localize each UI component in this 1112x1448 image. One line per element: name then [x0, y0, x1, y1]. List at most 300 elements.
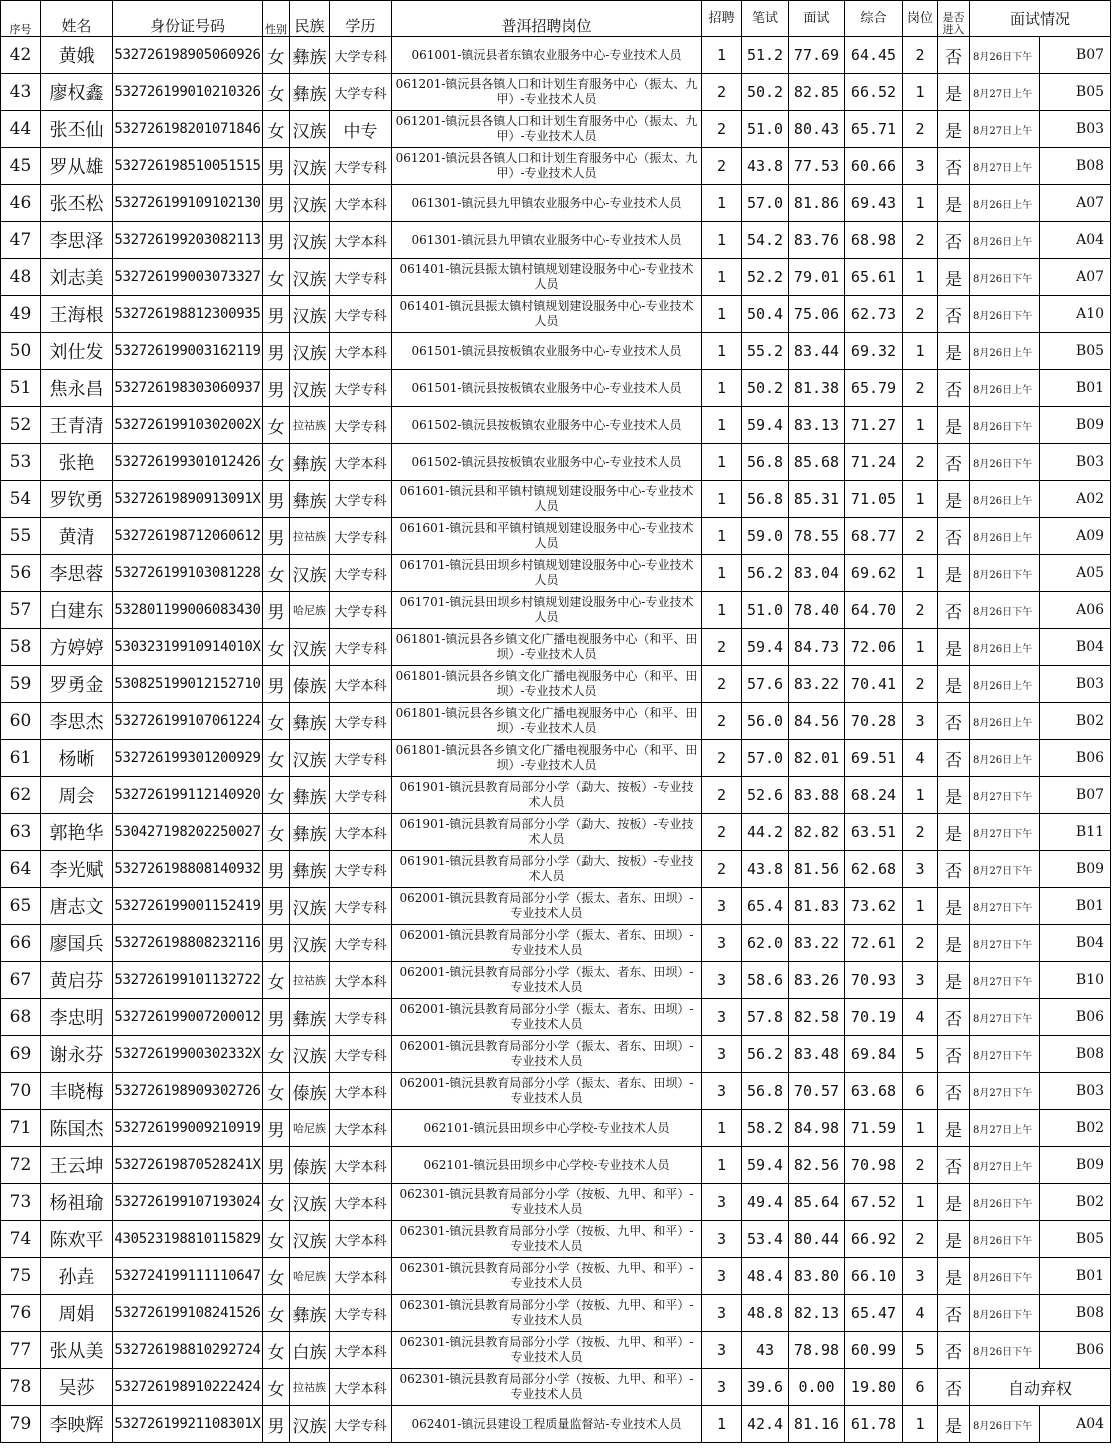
candidate-name: 张丕仙	[41, 111, 113, 148]
enter-flag: 否	[938, 1036, 970, 1073]
quota: 3	[702, 999, 742, 1036]
rank: 2	[903, 925, 938, 962]
id-number: 532726199108241526	[113, 1295, 263, 1332]
enter-flag: 是	[938, 1184, 970, 1221]
written-score: 65.4	[742, 888, 789, 925]
sex: 女	[263, 814, 290, 851]
written-score: 50.4	[742, 296, 789, 333]
id-number: 53272619910302002X	[113, 407, 263, 444]
position: 061901-镇沅县教育局部分小学（勐大、按板）-专业技术人员	[392, 814, 702, 851]
sex: 男	[263, 481, 290, 518]
position: 062101-镇沅县田坝乡中心学校-专业技术人员	[392, 1147, 702, 1184]
ethnicity: 彝族	[290, 814, 330, 851]
id-number: 53272619921108301X	[113, 1406, 263, 1443]
quota: 1	[702, 444, 742, 481]
total-score: 72.06	[845, 629, 903, 666]
interview-score: 83.04	[789, 555, 845, 592]
ethnicity: 汉族	[290, 370, 330, 407]
quota: 1	[702, 592, 742, 629]
position: 062301-镇沅县教育局部分小学（按板、九甲、和平）-专业技术人员	[392, 1369, 702, 1406]
position: 061601-镇沅县和平镇村镇规划建设服务中心-专业技术人员	[392, 518, 702, 555]
rank: 1	[903, 333, 938, 370]
interview-date: 8月27日上午	[970, 1110, 1040, 1147]
interview-room: A05	[1040, 555, 1111, 592]
rank: 6	[903, 1369, 938, 1406]
enter-flag: 否	[938, 1073, 970, 1110]
candidate-name: 谢永芬	[41, 1036, 113, 1073]
table-row	[1, 148, 1111, 185]
interview-room: A02	[1040, 481, 1111, 518]
candidate-name: 刘仕发	[41, 333, 113, 370]
position: 062301-镇沅县教育局部分小学（按板、九甲、和平）-专业技术人员	[392, 1332, 702, 1369]
interview-date: 8月26日上午	[970, 185, 1040, 222]
interview-date: 8月27日下午	[970, 1036, 1040, 1073]
row-no: 53	[1, 444, 41, 481]
ethnicity: 汉族	[290, 148, 330, 185]
candidate-name: 黄清	[41, 518, 113, 555]
total-score: 60.99	[845, 1332, 903, 1369]
candidate-name: 黄娥	[41, 37, 113, 74]
enter-flag: 是	[938, 333, 970, 370]
interview-score: 70.57	[789, 1073, 845, 1110]
written-score: 58.6	[742, 962, 789, 999]
written-score: 43	[742, 1332, 789, 1369]
interview-score: 81.38	[789, 370, 845, 407]
ethnicity: 汉族	[290, 185, 330, 222]
interview-room: B06	[1040, 999, 1111, 1036]
written-score: 54.2	[742, 222, 789, 259]
rank: 2	[903, 37, 938, 74]
sex: 男	[263, 999, 290, 1036]
candidate-name: 丰晓梅	[41, 1073, 113, 1110]
candidate-name: 李思泽	[41, 222, 113, 259]
total-score: 70.19	[845, 999, 903, 1036]
interview-room: A06	[1040, 592, 1111, 629]
education: 大学专科	[330, 407, 392, 444]
table-row	[1, 37, 1111, 74]
position: 061201-镇沅县各镇人口和计划生育服务中心（振太、九甲）-专业技术人员	[392, 74, 702, 111]
ethnicity: 拉祜族	[290, 407, 330, 444]
table-row	[1, 1184, 1111, 1221]
row-no: 45	[1, 148, 41, 185]
enter-flag: 是	[938, 888, 970, 925]
row-no: 56	[1, 555, 41, 592]
candidate-name: 张丕松	[41, 185, 113, 222]
sex: 女	[263, 1369, 290, 1406]
interview-date: 8月27日下午	[970, 1073, 1040, 1110]
education: 大学本科	[330, 333, 392, 370]
education: 大学专科	[330, 296, 392, 333]
total-score: 62.68	[845, 851, 903, 888]
candidate-name: 白建东	[41, 592, 113, 629]
interview-date: 8月26日下午	[970, 444, 1040, 481]
row-no: 49	[1, 296, 41, 333]
interview-score: 81.86	[789, 185, 845, 222]
quota: 3	[702, 1332, 742, 1369]
table-row	[1, 1221, 1111, 1258]
ethnicity: 汉族	[290, 1184, 330, 1221]
written-score: 42.4	[742, 1406, 789, 1443]
rank: 1	[903, 185, 938, 222]
sex: 女	[263, 74, 290, 111]
table-row	[1, 999, 1111, 1036]
interview-score: 83.80	[789, 1258, 845, 1295]
id-number: 532726198510051515	[113, 148, 263, 185]
header-total: 综合	[845, 1, 903, 37]
id-number: 532726199112140920	[113, 777, 263, 814]
total-score: 70.93	[845, 962, 903, 999]
sex: 男	[263, 148, 290, 185]
candidate-name: 周娟	[41, 1295, 113, 1332]
header-sex: 性别	[263, 1, 290, 37]
total-score: 65.71	[845, 111, 903, 148]
quota: 3	[702, 1073, 742, 1110]
education: 大学专科	[330, 259, 392, 296]
enter-flag: 否	[938, 370, 970, 407]
interview-date: 8月26日上午	[970, 740, 1040, 777]
interview-date: 8月26日下午	[970, 592, 1040, 629]
sex: 男	[263, 666, 290, 703]
interview-score: 82.58	[789, 999, 845, 1036]
position: 061401-镇沅县振太镇村镇规划建设服务中心-专业技术人员	[392, 296, 702, 333]
position: 061001-镇沅县者东镇农业服务中心-专业技术人员	[392, 37, 702, 74]
table-row	[1, 851, 1111, 888]
id-number: 532726199107061224	[113, 703, 263, 740]
row-no: 72	[1, 1147, 41, 1184]
interview-score: 83.22	[789, 666, 845, 703]
row-no: 51	[1, 370, 41, 407]
education: 大学本科	[330, 185, 392, 222]
rank: 1	[903, 74, 938, 111]
candidate-name: 刘志美	[41, 259, 113, 296]
id-number: 532726198808140932	[113, 851, 263, 888]
interview-room: B04	[1040, 925, 1111, 962]
position: 061601-镇沅县和平镇村镇规划建设服务中心-专业技术人员	[392, 481, 702, 518]
candidate-name: 周会	[41, 777, 113, 814]
enter-flag: 是	[938, 1221, 970, 1258]
enter-flag: 是	[938, 814, 970, 851]
rank: 1	[903, 259, 938, 296]
id-number: 532726199203082113	[113, 222, 263, 259]
table-row	[1, 222, 1111, 259]
education: 大学专科	[330, 74, 392, 111]
interview-date: 8月27日下午	[970, 814, 1040, 851]
candidate-name: 唐志文	[41, 888, 113, 925]
quota: 1	[702, 518, 742, 555]
id-number: 430523198810115829	[113, 1221, 263, 1258]
row-no: 65	[1, 888, 41, 925]
sex: 女	[263, 777, 290, 814]
ethnicity: 汉族	[290, 555, 330, 592]
rank: 3	[903, 851, 938, 888]
table-row	[1, 74, 1111, 111]
table-row	[1, 814, 1111, 851]
row-no: 61	[1, 740, 41, 777]
written-score: 43.8	[742, 851, 789, 888]
quota: 2	[702, 74, 742, 111]
quota: 2	[702, 703, 742, 740]
education: 大学本科	[330, 222, 392, 259]
ethnicity: 傣族	[290, 1073, 330, 1110]
rank: 2	[903, 518, 938, 555]
rank: 2	[903, 222, 938, 259]
rank: 1	[903, 1406, 938, 1443]
enter-flag: 否	[938, 999, 970, 1036]
interview-room: B03	[1040, 444, 1111, 481]
position: 062001-镇沅县教育局部分小学（振太、者东、田坝）-专业技术人员	[392, 1036, 702, 1073]
candidate-name: 王云坤	[41, 1147, 113, 1184]
rank: 3	[903, 962, 938, 999]
interview-room: B02	[1040, 1110, 1111, 1147]
position: 061801-镇沅县各乡镇文化广播电视服务中心（和平、田坝）-专业技术人员	[392, 666, 702, 703]
interview-score: 82.82	[789, 814, 845, 851]
ethnicity: 哈尼族	[290, 1110, 330, 1147]
sex: 女	[263, 1258, 290, 1295]
candidate-name: 张从美	[41, 1332, 113, 1369]
interview-score: 83.13	[789, 407, 845, 444]
candidate-name: 焦永昌	[41, 370, 113, 407]
interview-score: 78.98	[789, 1332, 845, 1369]
education: 大学专科	[330, 555, 392, 592]
id-number: 532726199001152419	[113, 888, 263, 925]
ethnicity: 彝族	[290, 1295, 330, 1332]
enter-flag: 否	[938, 1147, 970, 1184]
quota: 2	[702, 111, 742, 148]
enter-flag: 是	[938, 777, 970, 814]
total-score: 68.24	[845, 777, 903, 814]
total-score: 63.51	[845, 814, 903, 851]
interview-date: 8月26日下午	[970, 555, 1040, 592]
interview-date: 8月27日上午	[970, 111, 1040, 148]
quota: 2	[702, 851, 742, 888]
written-score: 51.0	[742, 592, 789, 629]
rank: 2	[903, 592, 938, 629]
education: 大学本科	[330, 1369, 392, 1406]
quota: 1	[702, 555, 742, 592]
candidate-name: 黄启芬	[41, 962, 113, 999]
quota: 3	[702, 962, 742, 999]
table-row	[1, 1406, 1111, 1443]
candidate-name: 李思杰	[41, 703, 113, 740]
row-no: 76	[1, 1295, 41, 1332]
sex: 女	[263, 259, 290, 296]
candidate-name: 李思蓉	[41, 555, 113, 592]
enter-flag: 是	[938, 111, 970, 148]
position: 061701-镇沅县田坝乡村镇规划建设服务中心-专业技术人员	[392, 555, 702, 592]
education: 大学本科	[330, 962, 392, 999]
position: 061801-镇沅县各乡镇文化广播电视服务中心（和平、田坝）-专业技术人员	[392, 629, 702, 666]
id-number: 53272619900302332X	[113, 1036, 263, 1073]
interview-room: B09	[1040, 1147, 1111, 1184]
row-no: 59	[1, 666, 41, 703]
id-number: 530825199012152710	[113, 666, 263, 703]
header-quota: 招聘	[702, 1, 742, 37]
position: 061801-镇沅县各乡镇文化广播电视服务中心（和平、田坝）-专业技术人员	[392, 740, 702, 777]
education: 大学本科	[330, 1147, 392, 1184]
ethnicity: 彝族	[290, 703, 330, 740]
rank: 1	[903, 1110, 938, 1147]
enter-flag: 否	[938, 148, 970, 185]
education: 大学专科	[330, 851, 392, 888]
interview-score: 77.69	[789, 37, 845, 74]
total-score: 66.52	[845, 74, 903, 111]
candidate-name: 李映辉	[41, 1406, 113, 1443]
table-row	[1, 333, 1111, 370]
quota: 1	[702, 1147, 742, 1184]
written-score: 50.2	[742, 370, 789, 407]
education: 大学本科	[330, 1332, 392, 1369]
enter-flag: 是	[938, 666, 970, 703]
enter-flag: 是	[938, 925, 970, 962]
interview-date: 8月26日下午	[970, 259, 1040, 296]
interview-date: 8月26日上午	[970, 333, 1040, 370]
id-number: 532801199006083430	[113, 592, 263, 629]
table-row	[1, 777, 1111, 814]
id-number: 532726198909302726	[113, 1073, 263, 1110]
header-rank: 岗位	[903, 1, 938, 37]
table-row	[1, 629, 1111, 666]
row-no: 50	[1, 333, 41, 370]
rank: 2	[903, 296, 938, 333]
quota: 2	[702, 629, 742, 666]
total-score: 69.51	[845, 740, 903, 777]
candidate-name: 杨祖瑜	[41, 1184, 113, 1221]
interview-score: 82.85	[789, 74, 845, 111]
total-score: 69.62	[845, 555, 903, 592]
quota: 3	[702, 925, 742, 962]
interview-score: 77.53	[789, 148, 845, 185]
total-score: 67.52	[845, 1184, 903, 1221]
table-row	[1, 1258, 1111, 1295]
candidate-name: 吴莎	[41, 1369, 113, 1406]
ethnicity: 拉祜族	[290, 1369, 330, 1406]
written-score: 55.2	[742, 333, 789, 370]
table-row	[1, 407, 1111, 444]
total-score: 69.43	[845, 185, 903, 222]
position: 062001-镇沅县教育局部分小学（振太、者东、田坝）-专业技术人员	[392, 962, 702, 999]
sex: 女	[263, 1295, 290, 1332]
total-score: 65.79	[845, 370, 903, 407]
rank: 2	[903, 444, 938, 481]
interview-room: B01	[1040, 1258, 1111, 1295]
id-number: 532726198910222424	[113, 1369, 263, 1406]
id-number: 53272619870528241X	[113, 1147, 263, 1184]
row-no: 63	[1, 814, 41, 851]
table-row	[1, 962, 1111, 999]
education: 大学本科	[330, 1221, 392, 1258]
written-score: 56.8	[742, 1073, 789, 1110]
interview-date: 8月27日上午	[970, 148, 1040, 185]
sex: 男	[263, 370, 290, 407]
interview-score: 84.73	[789, 629, 845, 666]
table-row	[1, 370, 1111, 407]
enter-flag: 是	[938, 1110, 970, 1147]
position: 061801-镇沅县各乡镇文化广播电视服务中心（和平、田坝）-专业技术人员	[392, 703, 702, 740]
interview-score: 82.01	[789, 740, 845, 777]
enter-flag: 否	[938, 518, 970, 555]
position: 061301-镇沅县九甲镇农业服务中心-专业技术人员	[392, 222, 702, 259]
total-score: 70.41	[845, 666, 903, 703]
candidate-name: 李光赋	[41, 851, 113, 888]
interview-date: 8月27日下午	[970, 777, 1040, 814]
table-row	[1, 555, 1111, 592]
interview-score: 82.56	[789, 1147, 845, 1184]
rank: 5	[903, 1332, 938, 1369]
enter-flag: 否	[938, 37, 970, 74]
sex: 女	[263, 111, 290, 148]
interview-room: B09	[1040, 407, 1111, 444]
position: 061502-镇沅县按板镇农业服务中心-专业技术人员	[392, 444, 702, 481]
id-number: 532726198812300935	[113, 296, 263, 333]
quota: 1	[702, 259, 742, 296]
table-row	[1, 518, 1111, 555]
total-score: 64.45	[845, 37, 903, 74]
id-number: 532726199010210326	[113, 74, 263, 111]
quota: 1	[702, 1110, 742, 1147]
ethnicity: 汉族	[290, 296, 330, 333]
education: 大学专科	[330, 518, 392, 555]
interview-room: B03	[1040, 666, 1111, 703]
interview-score: 79.01	[789, 259, 845, 296]
candidate-name: 王青清	[41, 407, 113, 444]
rank: 6	[903, 1073, 938, 1110]
quota: 3	[702, 888, 742, 925]
enter-flag: 是	[938, 407, 970, 444]
education: 中专	[330, 111, 392, 148]
row-no: 57	[1, 592, 41, 629]
ethnicity: 汉族	[290, 888, 330, 925]
id-number: 532726199007200012	[113, 999, 263, 1036]
sex: 男	[263, 925, 290, 962]
ethnicity: 汉族	[290, 1221, 330, 1258]
sex: 男	[263, 851, 290, 888]
interview-score: 84.56	[789, 703, 845, 740]
enter-flag: 是	[938, 185, 970, 222]
written-score: 53.4	[742, 1221, 789, 1258]
sex: 男	[263, 518, 290, 555]
rank: 2	[903, 814, 938, 851]
written-score: 43.8	[742, 148, 789, 185]
row-no: 42	[1, 37, 41, 74]
total-score: 71.05	[845, 481, 903, 518]
row-no: 48	[1, 259, 41, 296]
row-no: 71	[1, 1110, 41, 1147]
rank: 2	[903, 111, 938, 148]
total-score: 73.62	[845, 888, 903, 925]
sex: 男	[263, 296, 290, 333]
interview-score: 82.13	[789, 1295, 845, 1332]
enter-flag: 否	[938, 703, 970, 740]
quota: 3	[702, 1369, 742, 1406]
table-row	[1, 740, 1111, 777]
written-score: 57.8	[742, 999, 789, 1036]
education: 大学本科	[330, 1258, 392, 1295]
total-score: 64.70	[845, 592, 903, 629]
written-score: 59.4	[742, 1147, 789, 1184]
id-number: 532726199003162119	[113, 333, 263, 370]
interview-date: 8月26日下午	[970, 1258, 1040, 1295]
interview-room: B08	[1040, 1036, 1111, 1073]
written-score: 51.0	[742, 111, 789, 148]
table-row	[1, 888, 1111, 925]
education: 大学本科	[330, 1110, 392, 1147]
written-score: 59.4	[742, 407, 789, 444]
written-score: 39.6	[742, 1369, 789, 1406]
education: 大学专科	[330, 592, 392, 629]
rank: 2	[903, 1221, 938, 1258]
header-education: 学历	[330, 1, 392, 37]
position: 061502-镇沅县按板镇农业服务中心-专业技术人员	[392, 407, 702, 444]
